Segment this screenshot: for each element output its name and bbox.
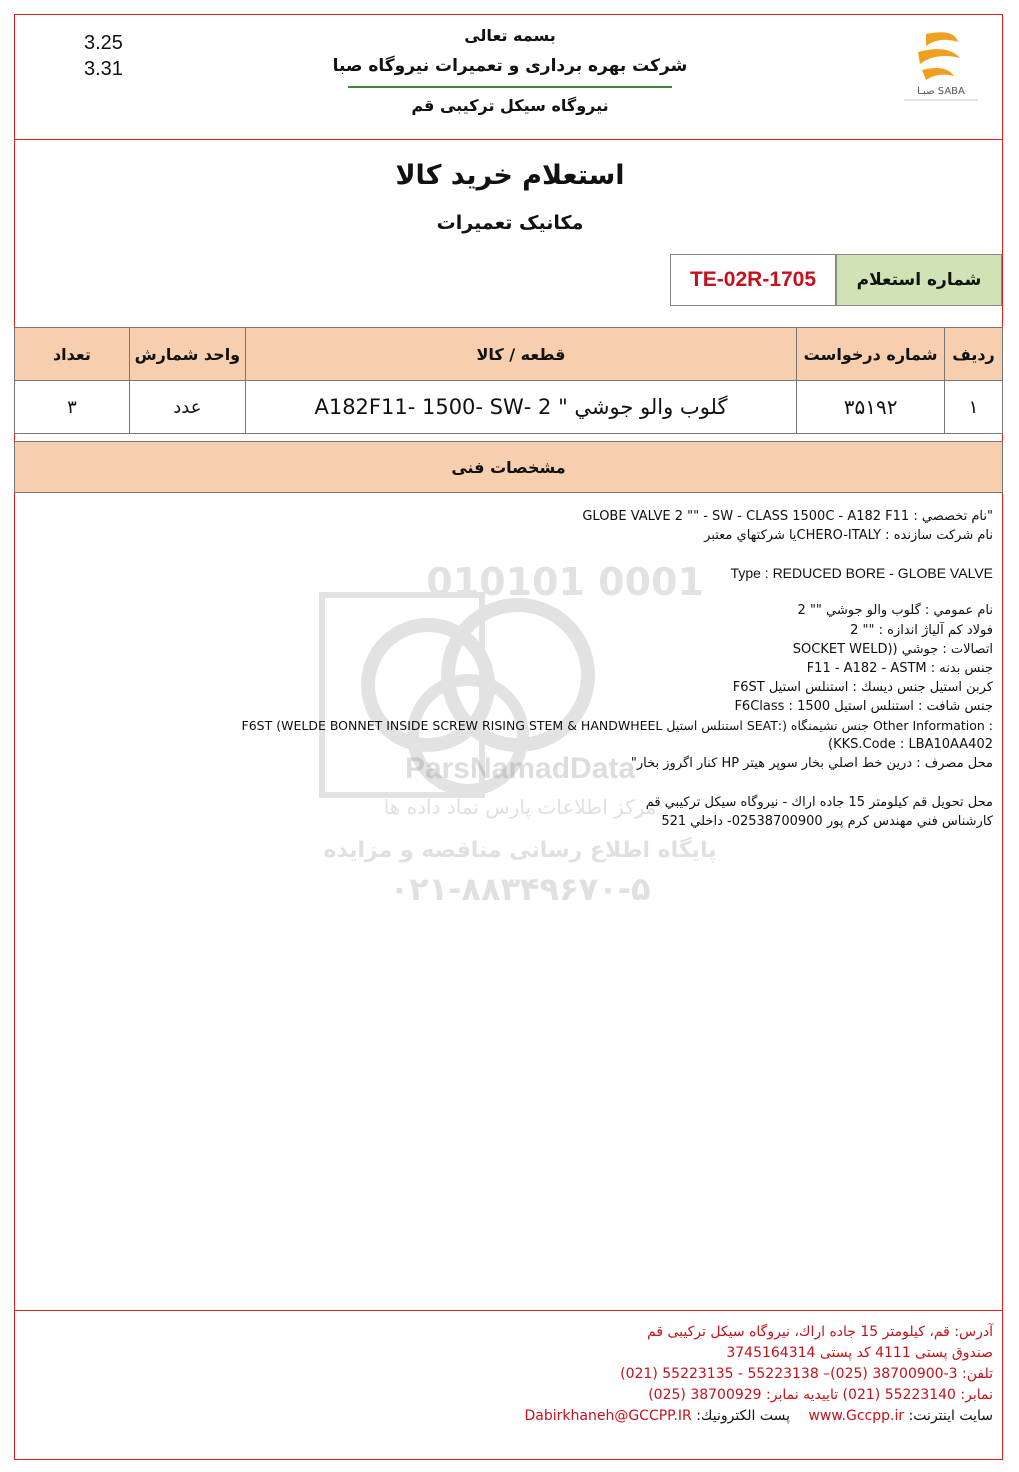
plant-name: نیروگاه سیکل ترکیبی قم [411,96,609,115]
spec-usage-location: محل مصرف : درین خط اصلي بخار سوپر هیتر HP کنار اگروز بخار" [630,756,993,771]
footer-phone: تلفن: 3-38700900 (025)– 55223138 - 55223135 (021) [620,1366,993,1382]
cell-row: ۱ [945,381,1003,434]
watermark-phone: ۰۲۱-۸۸۳۴۹۶۷۰-۵ [389,870,651,908]
saba-logo [896,26,986,106]
footer-postal: صندوق پستی 4111 کد پستی 3745164314 [726,1345,993,1361]
items-table [14,327,1003,434]
spec-other-info: : Other Information جنس نشیمنگاه (:SEAT استنلس استیل WELDE BONNET INSIDE SCREW RISING STEM & HANDWHEEL) F6ST [241,718,993,733]
col-item: قطعه / کالا [245,328,796,381]
specs-heading: مشخصات فنی [14,441,1003,493]
spec-shaft-material: جنس شافت : استنلس استیل 1500 : F6Class [734,699,993,714]
watermark-line2: پایگاه اطلاع رسانی مناقصه و مزایده [323,838,717,863]
spec-general-name: نام عمومي : گلوب والو جوشي "" 2 [797,603,993,618]
footer-fax: نمابر: 55223140 (021) تاییدیه نمابر: 38700929 (025) [648,1387,993,1403]
cell-item: گلوب والو جوشي " 2 -A182F11- 1500- SW [245,381,796,434]
email-label: پست الکترونیك: [696,1408,791,1424]
spec-connections: اتصالات : جوشي ((SOCKET WELD [792,642,993,657]
page-title: استعلام خرید کالا [395,160,625,191]
watermark-line1: مرکز اطلاعات پارس نماد داده ها [383,795,657,819]
page-subtitle: مکانیک تعمیرات [436,212,584,234]
col-unit: واحد شمارش [129,328,245,381]
version-bottom: 3.31 [84,58,123,80]
col-quantity: تعداد [15,328,130,381]
spec-alloy-size: فولاد کم آلیاژ اندازه : "" 2 [850,623,993,638]
table-header-row [15,328,1003,381]
spec-technical-expert: کارشناس فني مهندس کرم پور 02538700900- داخلي 521 [661,814,993,829]
footer-divider [14,1310,1003,1311]
footer-address: آدرس: قم، کیلومتر 15 جاده اراك، نیروگاه سیکل ترکیبی قم [647,1324,993,1340]
svg-text:010101 0001 10 1: 010101 0001 [426,565,704,604]
company-name: شرکت بهره برداری و تعمیرات نیروگاه صبا [332,56,688,76]
inquiry-number-label: شماره استعلام [836,254,1002,306]
footer-contacts [525,1408,993,1424]
header-divider [14,139,1003,140]
cell-request-number: ۳۵۱۹۲ [797,381,945,434]
spec-disc-material: کربن استیل جنس دیسك : استنلس استیل F6ST [732,680,993,695]
invocation: بسمه تعالی [464,26,556,45]
green-rule [348,86,672,88]
web-label: سایت اینترنت: [908,1408,993,1424]
email-link[interactable]: Dabirkhaneh@GCCPP.IR [524,1408,692,1424]
spec-kks-code: KKS.Code : LBA10AA402) [828,737,993,752]
spec-technical-name: "نام تخصصي : GLOBE VALVE 2 "" - SW - CLASS 1500C - A182 F11 [582,509,993,524]
spec-delivery-location: محل تحویل قم کیلومتر 15 جاده اراك - نیروگاه سیکل ترکیبي قم [645,795,993,810]
cell-unit: عدد [129,381,245,434]
spec-type: Type : REDUCED BORE - GLOBE VALVE [730,565,993,581]
website-link[interactable]: www.Gccpp.ir [808,1408,905,1424]
inquiry-number-value: TE-02R-1705 [670,254,836,306]
watermark-brand: ParsNamadData [404,752,636,785]
cell-quantity: ۳ [15,381,130,434]
svg-text:صبـا SABA: صبـا SABA [917,86,965,97]
table-row [15,381,1003,434]
col-row: ردیف [945,328,1003,381]
spec-manufacturer: نام شرکت سازنده : CHERO-ITALYيا شرکتهاي معتبر [704,528,993,543]
col-request-number: شماره درخواست [797,328,945,381]
version-top: 3.25 [84,32,123,54]
spec-body-material: جنس بدنه : F11 - A182 - ASTM [806,661,993,676]
